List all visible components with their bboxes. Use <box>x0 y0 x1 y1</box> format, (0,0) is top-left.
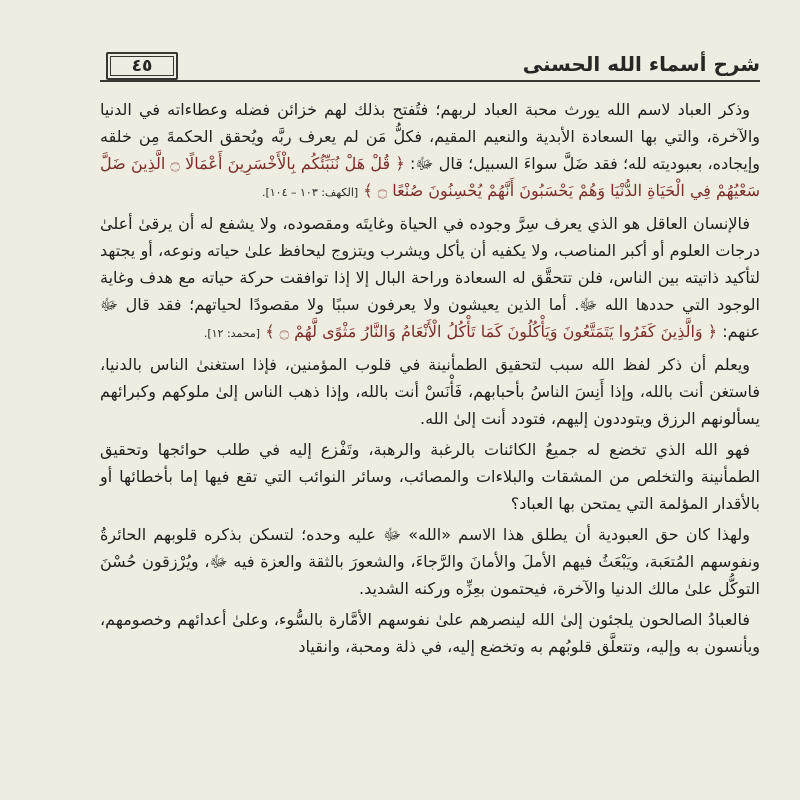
quran-verse: ﴿ وَالَّذِينَ كَفَرُوا يَتَمَتَّعُونَ وَيَأْكُلُونَ كَمَا تَأْكُلُ الْأَنْعَامُ وَالنَّارُ مَثْوًى لَّهُمْ ۝ ﴾ <box>265 322 718 341</box>
page-header <box>100 50 760 86</box>
running-title: شرح أسماء الله الحسنى <box>522 52 760 76</box>
verse-reference: [محمد: ١٢]. <box>203 327 261 340</box>
paragraph-text: وذكر العباد لاسم الله يورث محبة العباد لربهم؛ فتُفتح بذلك لهم خزائن فضله وعطاءاته في الدنيا والآخرة، والتي بها السعادة الأبدية والنعيم المقيم، فكلُّ مَن لم يعرف ربَّه ويُحقق الحكمةَ مِن خلقه وإيجاده، بعبوديته لله؛ فقد ضَلَّ سواءَ السبيل؛ قال ﷻ: <box>100 100 761 173</box>
paragraph-6 <box>100 606 760 660</box>
paragraph-text: فالعبادُ الصالحون يلجئون إلىٰ الله لينصرهم علىٰ نفوسهم الأمَّارة بالسُّوء، وعلىٰ أعدائهم وخصومهم، ويأنسون به وإليه، وتتعلَّق قلوبُهم به وتخضع إليه، في ذلة ومحبة، وانقياد <box>100 610 760 656</box>
paragraph-text: ولهذا كان حق العبودية أن يطلق هذا الاسم «الله» ﷻ عليه وحده؛ لتسكن بذكره قلوبهم الحائرةُ ونفوسهم المُتعَبة، ويَبْعَثُ فيهم الأملَ والأمانَ والرَّجاءَ، والشعورَ بالثقة والعزة فيه ﷻ، ويُرْزقون حُسْنَ التوكُّل علىٰ مالك الدنيا والآخرة، فيحتمون بعِزِّه وركنه الشديد. <box>100 525 760 598</box>
page-number: ٤٥ <box>106 52 178 80</box>
paragraph-4 <box>100 436 760 517</box>
verse-reference: [الكهف: ١٠٣ – ١٠٤]. <box>261 186 359 199</box>
paragraph-2 <box>100 210 760 347</box>
paragraph-text: فهو الله الذي تخضع له جميعُ الكائنات بالرغبة والرهبة، وتَفْزع إليه في طلب حوائجها وتحقيق الطمأنينة والتخلص من المشقات والبلاءات والمصائب، وسائر النوائب التي تقع فيها إما بأخطائها أو بالأقدار المؤلمة التي يمتحن بها العباد؟ <box>100 440 760 513</box>
paragraph-3 <box>100 351 760 432</box>
paragraph-1 <box>100 96 760 206</box>
paragraph-text: فالإنسان العاقل هو الذي يعرف سِرَّ وجوده في الحياة وغايتَه ومقصوده، ولا يشفع له أن يرقىٰ أعلىٰ درجات العلوم أو أكبر المناصب، ولا يكفيه أن يأكل ويشرب ويتزوج ليحافظ علىٰ حياته ونوعه، أو يجتهد لتأكيد ذاتيته بين الناس، فلن تتحقَّق له السعادة وراحة البال إلا إذا توافقت حركة حياته مع هدف وغاية الوجود التي حددها الله ﷻ. أما الذين يعيشون ولا يعرفون سببًا ولا مقصودًا لحياتهم؛ فقد قال ﷻ عنهم: <box>100 214 760 341</box>
paragraph-text: ويعلم أن ذكر لفظ الله سبب لتحقيق الطمأنينة في قلوب المؤمنين، فإذا استغنىٰ الناس بالدنيا، فاستغن أنت بالله، وإذا أَنِسَ الناسُ بأحبابهم، فَأْنَسْ أنت بالله، وإذا ذهب الناس إلىٰ ملوكهم وكبرائهم يسألونهم الرزق ويتوددون إليهم، فتودد أنت إلىٰ الله. <box>100 355 760 428</box>
header-rule <box>100 80 760 82</box>
paragraph-5 <box>100 521 760 602</box>
quran-verse: ﴿ قُلْ هَلْ نُنَبِّئُكُم بِالْأَخْسَرِينَ أَعْمَالًا ۝ الَّذِينَ ضَلَّ سَعْيُهُمْ فِي الْحَيَاةِ الدُّنْيَا وَهُمْ يَحْسَبُونَ أَنَّهُمْ يُحْسِنُونَ صُنْعًا ۝ ﴾ <box>100 154 760 200</box>
page-body <box>100 96 760 664</box>
